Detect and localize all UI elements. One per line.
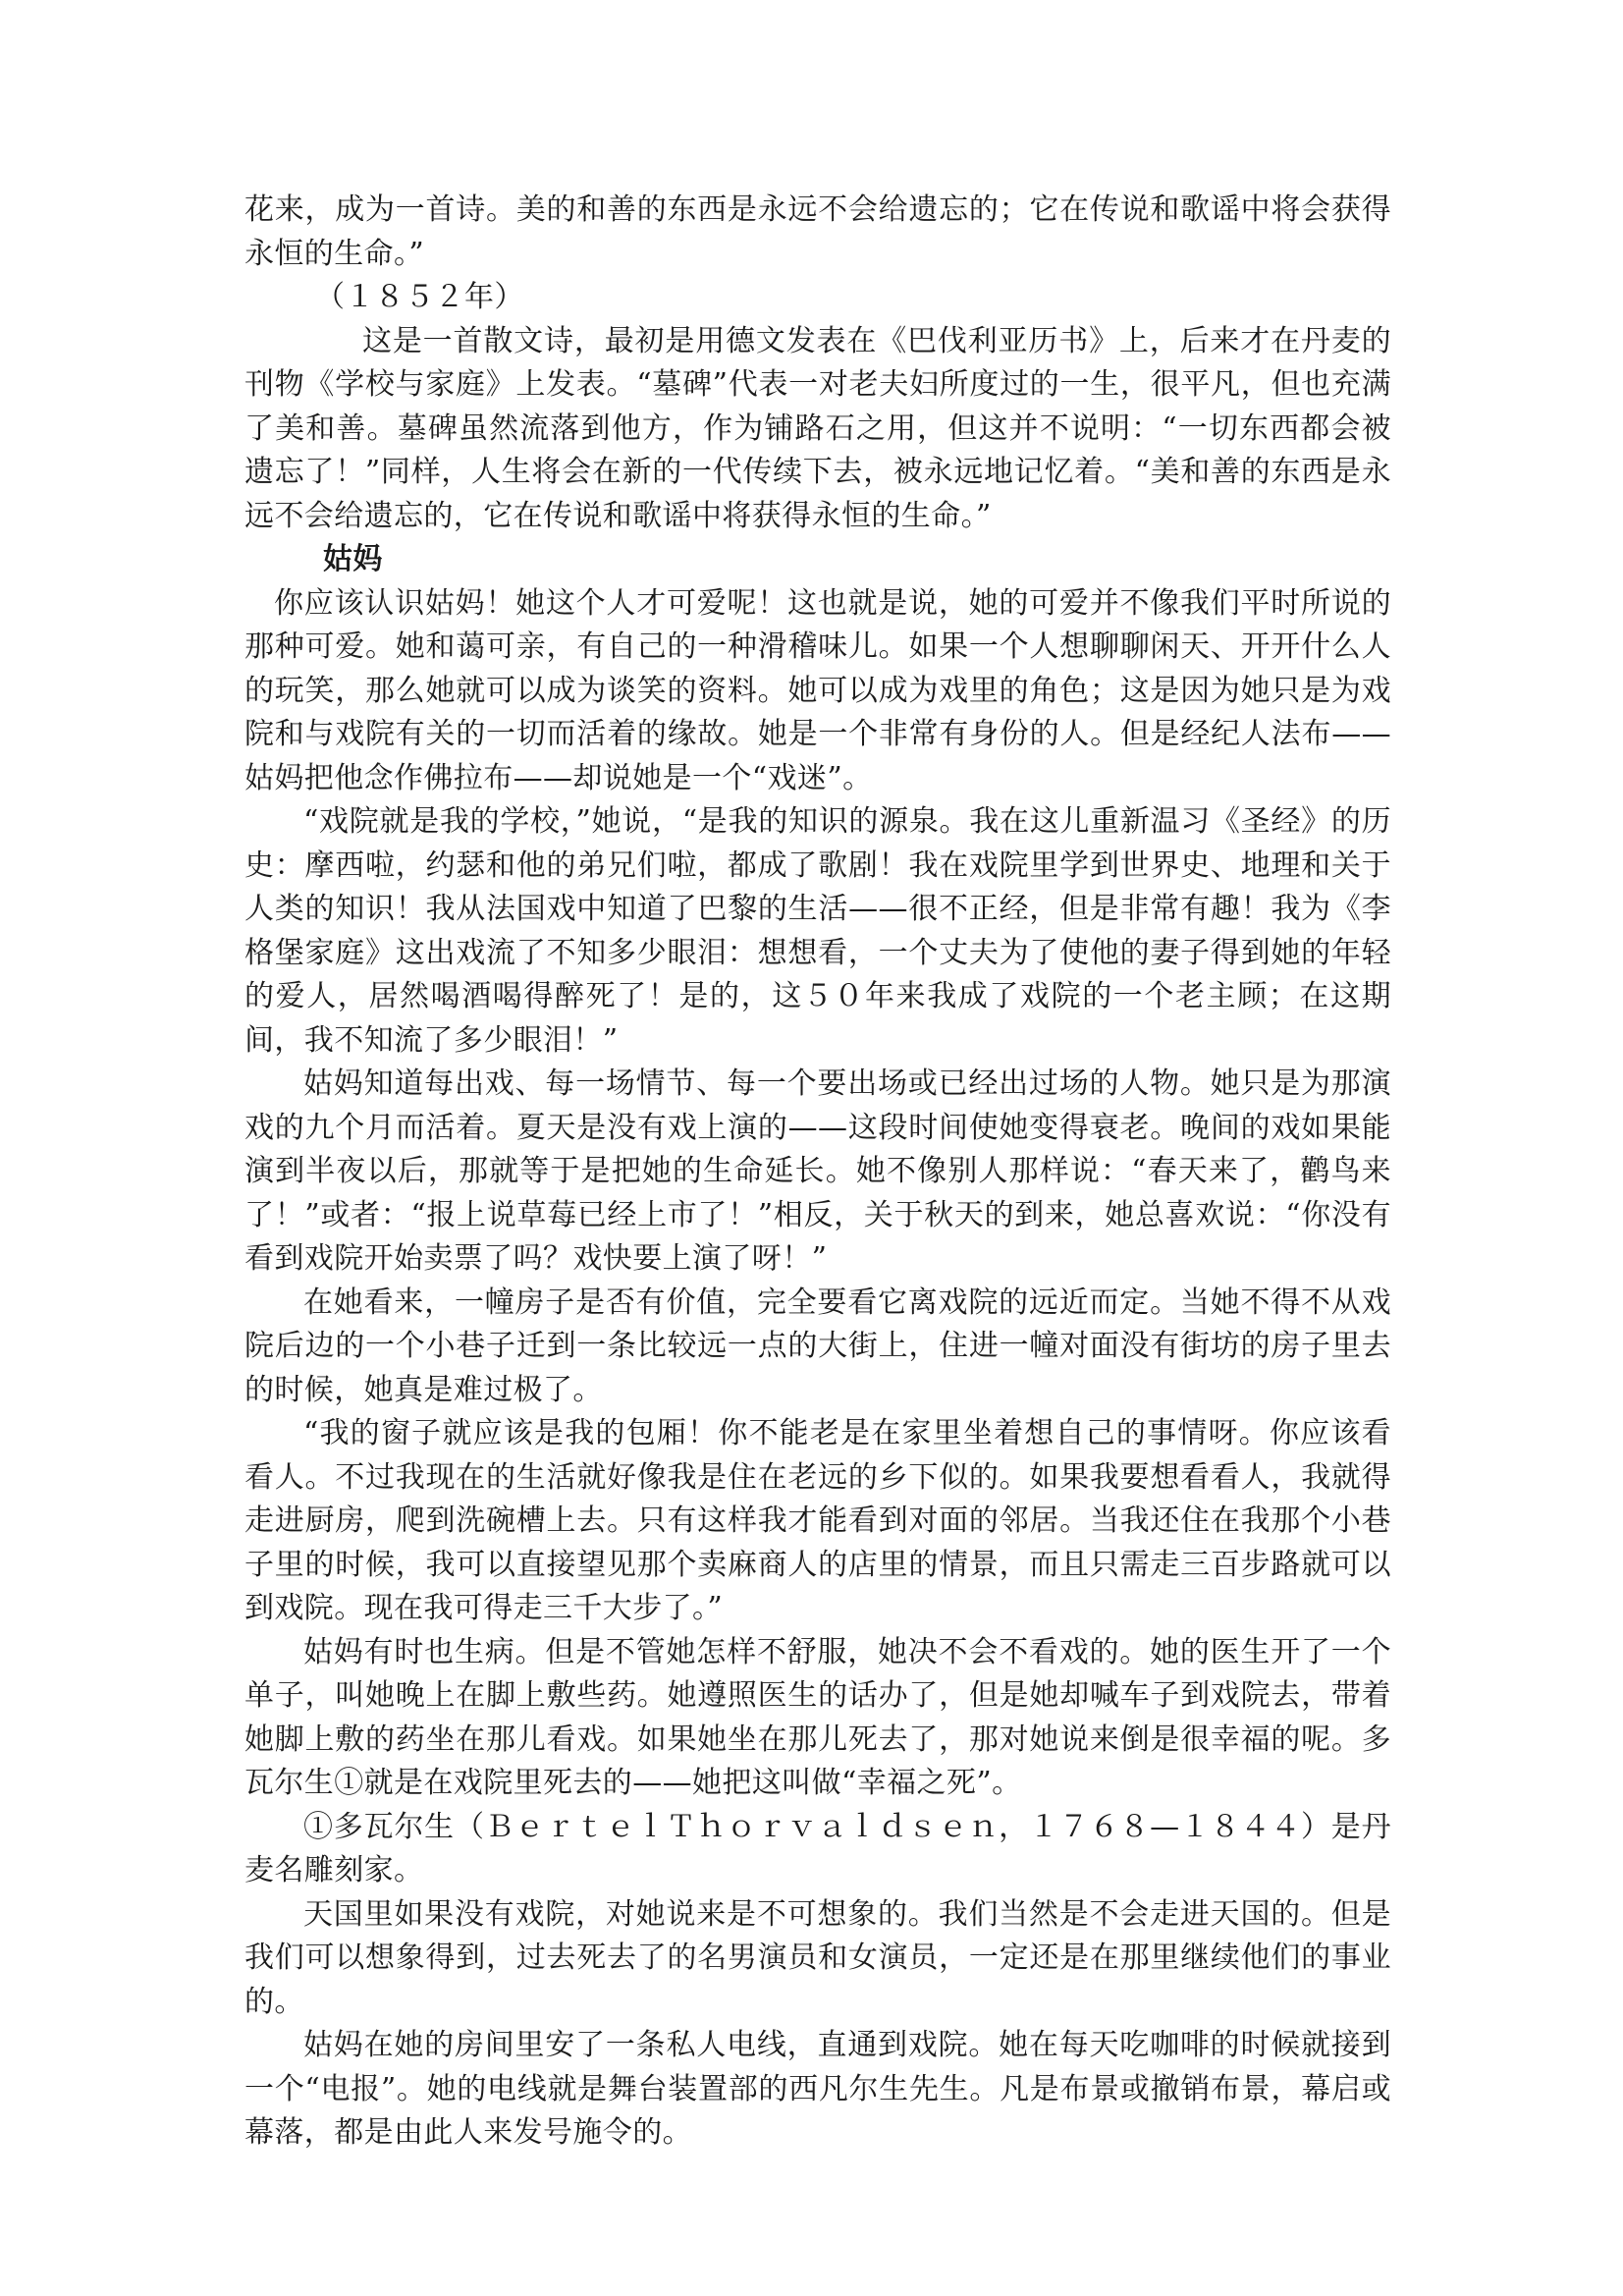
story-paragraph-8: 姑妈在她的房间里安了一条私人电线，直通到戏院。她在每天吃咖啡的时候就接到一个“电报”。她的电线就是舞台装置部的西凡尔生先生。凡是布景或撤销布景，幕启或幕落，都是由此人来发号施令的。 bbox=[244, 2028, 1391, 2150]
story-paragraph-3: 姑妈知道每出戏、每一场情节、每一个要出场或已经出过场的人物。她只是为那演戏的九个月而活着。夏天是没有戏上演的——这段时间使她变得衰老。晚间的戏如果能演到半夜以后，那就等于是把她的生命延长。她不像别人那样说：“春天来了，鹳鸟来了！”或者：“报上说草莓已经上市了！”相反，关于秋天的到来，她总喜欢说：“你没有看到戏院开始卖票了吗？戏快要上演了呀！” bbox=[244, 1066, 1391, 1276]
footnote-paragraph: ①多瓦尔生（ＢｅｒｔｅｌＴｈｏｒｖａｌｄｓｅｎ，１７６８—１８４４）是丹麦名雕刻家。 bbox=[244, 1809, 1391, 1887]
poem-ending-paragraph: 花来，成为一首诗。美的和善的东西是永远不会给遗忘的；它在传说和歌谣中将会获得永恒的生命。” bbox=[244, 192, 1391, 271]
section-title: 姑妈 bbox=[323, 542, 383, 576]
story-paragraph-4: 在她看来，一幢房子是否有价值，完全要看它离戏院的远近而定。当她不得不从戏院后边的一个小巷子迁到一条比较远一点的大街上，住进一幢对面没有街坊的房子里去的时候，她真是难过极了。 bbox=[244, 1285, 1391, 1407]
story-paragraph-6: 姑妈有时也生病。但是不管她怎样不舒服，她决不会不看戏的。她的医生开了一个单子，叫她晚上在脚上敷些药。她遵照医生的话办了，但是她却喊车子到戏院去，带着她脚上敷的药坐在那儿看戏。如果她坐在那儿死去了，那对她说来倒是很幸福的呢。多瓦尔生①就是在戏院里死去的——她把这叫做“幸福之死”。 bbox=[244, 1634, 1391, 1800]
story-paragraph-1: 你应该认识姑妈！她这个人才可爱呢！这也就是说，她的可爱并不像我们平时所说的那种可爱。她和蔼可亲，有自己的一种滑稽味儿。如果一个人想聊聊闲天、开开什么人的玩笑，那么她就可以成为谈笑的资料。她可以成为戏里的角色；这是因为她只是为戏院和与戏院有关的一切而活着的缘故。她是一个非常有身份的人。但是经纪人法布——姑妈把他念作佛拉布——却说她是一个“戏迷”。 bbox=[244, 585, 1391, 795]
year-note: （１８５２年） bbox=[315, 280, 524, 314]
story-paragraph-2: “戏院就是我的学校，”她说，“是我的知识的源泉。我在这儿重新温习《圣经》的历史：摩西啦，约瑟和他的弟兄们啦，都成了歌剧！我在戏院里学到世界史、地理和关于人类的知识！我从法国戏中知道了巴黎的生活——很不正经，但是非常有趣！我为《李格堡家庭》这出戏流了不知多少眼泪：想想看，一个丈夫为了使他的妻子得到她的年轻的爱人，居然喝酒喝得醉死了！是的，这５０年来我成了戏院的一个老主顾；在这期间，我不知流了多少眼泪！” bbox=[244, 804, 1391, 1058]
story-paragraph-7: 天国里如果没有戏院，对她说来是不可想象的。我们当然是不会走进天国的。但是我们可以想象得到，过去死去了的名男演员和女演员，一定还是在那里继续他们的事业的。 bbox=[244, 1896, 1391, 2019]
document-body bbox=[244, 189, 1391, 2156]
story-paragraph-5: “我的窗子就应该是我的包厢！你不能老是在家里坐着想自己的事情呀。你应该看看人。不过我现在的生活就好像我是住在老远的乡下似的。如果我要想看看人，我就得走进厨房，爬到洗碗槽上去。只有这样我才能看到对面的邻居。当我还住在我那个小巷子里的时候，我可以直接望见那个卖麻商人的店里的情景，而且只需走三百步路就可以到戏院。现在我可得走三千大步了。” bbox=[244, 1416, 1391, 1625]
commentary-paragraph: 这是一首散文诗，最初是用德文发表在《巴伐利亚历书》上，后来才在丹麦的刊物《学校与家庭》上发表。“墓碑”代表一对老夫妇所度过的一生，很平凡，但也充满了美和善。墓碑虽然流落到他方，作为铺路石之用，但这并不说明：“一切东西都会被遗忘了！”同样，人生将会在新的一代传续下去，被永远地记忆着。“美和善的东西是永远不会给遗忘的，它在传说和歌谣中将获得永恒的生命。” bbox=[244, 323, 1391, 533]
